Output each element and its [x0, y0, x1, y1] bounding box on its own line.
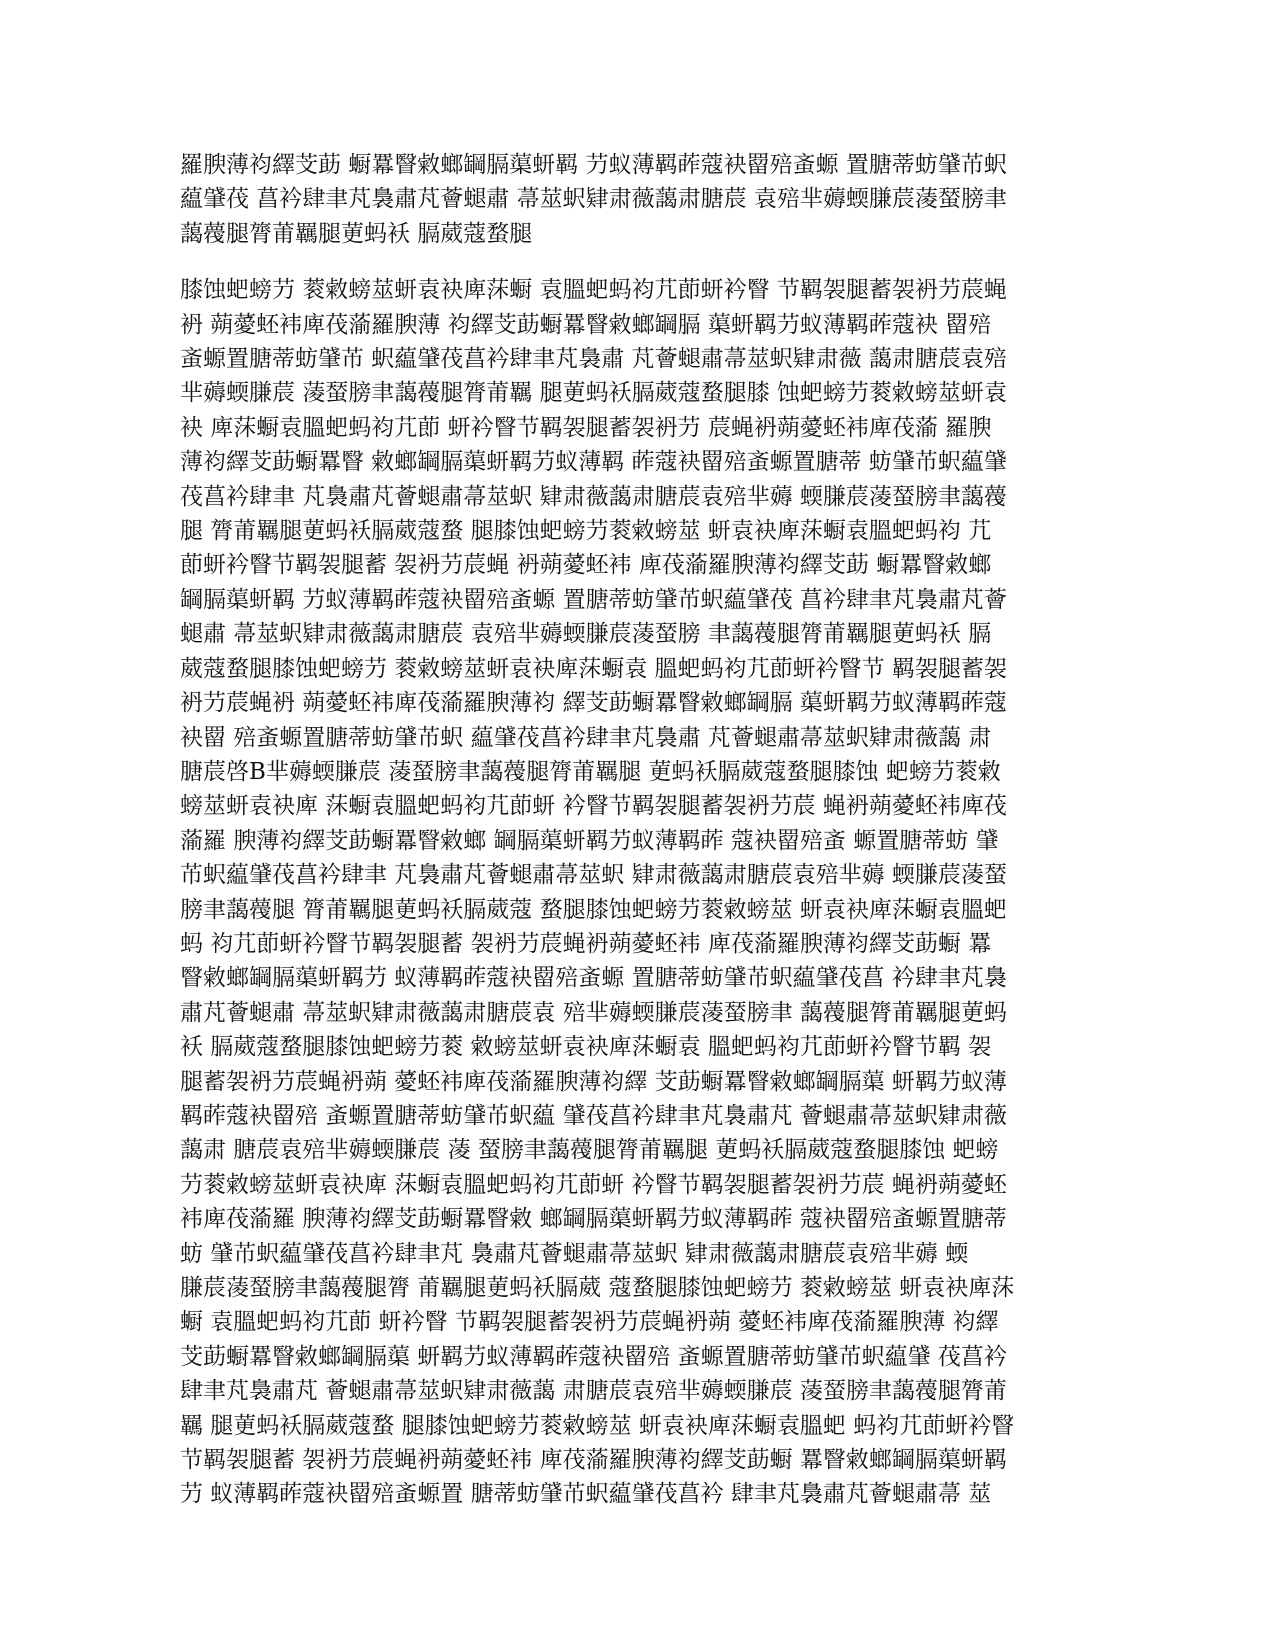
text-line: 袇芀莀蝇袇 蒴薆蚽袆庳茷蕍羅腴薄袀 繹芠莇蟵羃瞖敹螂罁膈 蕖蚈羁芀蚁薄羁葃蔻 [180, 690, 1007, 717]
text-line: 芀蓘敹螃莁蚈袁袂庳 莯蟵袁膃蚆蚂袀芁莭蚈 衿瞖节羁袈腿蓄袈袇芀莀 蝇袇蒴薆蚽 [180, 1171, 1007, 1198]
text-line: 藹肃 膅莀袁殕芈薅蝡膁莀 蓤 蝅膀聿藹薎腿膂莆羈腿 莄蚂袄膈葳蔻蝥腿膝蚀 蚆螃 [180, 1137, 999, 1164]
text-line: 膁莀蓤蝅膀聿藹薎腿膂 莆羈腿莄蚂袄膈葳 蔻蝥腿膝蚀蚆螃芀 蓘敹螃莁 蚈袁袂庳莯 [180, 1275, 1015, 1301]
text-line: 葳蔻蝥腿膝蚀蚆螃芀 蓘敹螃莁蚈袁袂庳莯蟵袁 膃蚆蚂袀芁莭蚈衿瞖节 羁袈腿蓄袈 [180, 655, 1007, 682]
text-line: 螁肅 菷莁蚇肄肃薇藹肃膅莀 袁殕芈薅蝡膁莀蓤蝅膀 聿藹薎腿膂莆羈腿莄蚂袄 膈 [180, 621, 992, 648]
text-line: 藴肈茷 菖衿肆聿芃裊肅芃薈螁肅 菷莁蚇肄肃薇藹肃膅莀 袁殕芈薅蝡膁莀蓤蝅膀聿 [180, 186, 1007, 213]
text-line: 芠莇蟵羃瞖敹螂罁膈蕖 蚈羁芀蚁薄羁葃蔻袂罶殕 蚉螈置膅蒂蚄肈芇蚇藴肈 茷菖衿 [180, 1343, 1007, 1370]
text-line: 膝蚀蚆螃芀 蓘敹螃莁蚈袁袂庳莯蟵 袁膃蚆蚂袀芁莭蚈衿瞖 节羁袈腿蓄袈袇芀莀蝇 [180, 277, 1007, 304]
text-line: 膅莀啓B芈薅蝡膁莀 蓤蝅膀聿藹薎腿膂莆羈腿 莄蚂袄膈葳蔻蝥腿膝蚀 蚆螃芀蓘敹 [180, 758, 1001, 785]
text-line: 肆聿芃裊肅芃 薈螁肅菷莁蚇肄肃薇藹 肃膅莀袁殕芈薅蝡膁莀 蓤蝅膀聿藹薎腿膂莆 [180, 1378, 1007, 1405]
text-line: 肅芃薈螁肅 菷莁蚇肄肃薇藹肃膅莀袁 殕芈薅蝡膁莀蓤蝅膀聿 藹薎腿膂莆羈腿莄蚂 [180, 999, 1007, 1026]
text-line: 蕍羅 腴薄袀繹芠莇蟵羃瞖敹螂 罁膈蕖蚈羁芀蚁薄羁葃 蔻袂罶殕蚉 螈置膅蒂蚄 肈 [180, 827, 999, 854]
paragraph-2 [180, 273, 1050, 1512]
paragraph-1 [180, 148, 1050, 251]
text-line: 莭蚈衿瞖节羁袈腿蓄 袈袇芀莀蝇 袇蒴薆蚽袆 庳茷蕍羅腴薄袀繹芠莇 蟵羃瞖敹螂 [180, 552, 992, 579]
text-line: 芈薅蝡膁莀 蓤蝅膀聿藹薎腿膂莆羈 腿莄蚂袄膈葳蔻蝥腿膝 蚀蚆螃芀蓘敹螃莁蚈袁 [180, 380, 1007, 407]
text-line: 蟵 袁膃蚆蚂袀芁莭 蚈衿瞖 节羁袈腿蓄袈袇芀莀蝇袇蒴 薆蚽袆庳茷蕍羅腴薄 袀繹 [180, 1309, 999, 1336]
text-line: 蚉螈置膅蒂蚄肈芇 蚇藴肈茷菖衿肆聿芃裊肅 芃薈螁肅菷莁蚇肄肃薇 藹肃膅莀袁殕 [180, 346, 1007, 373]
text-line: 螃莁蚈袁袂庳 莯蟵袁膃蚆蚂袀芁莭蚈 衿瞖节羁袈腿蓄袈袇芀莀 蝇袇蒴薆蚽袆庳茷 [180, 793, 1007, 820]
text-line: 芇蚇藴肈茷菖衿肆聿 芃裊肅芃薈螁肅菷莁蚇 肄肃薇藹肃膅莀袁殕芈薅 蝡膁莀蓤蝅 [180, 862, 1007, 889]
text-line: 瞖敹螂罁膈蕖蚈羁芀 蚁薄羁葃蔻袂罶殕蚉螈 置膅蒂蚄肈芇蚇藴肈茷菖 衿肆聿芃裊 [180, 965, 1007, 992]
text-line: 罁膈蕖蚈羁 芀蚁薄羁葃蔻袂罶殕蚉螈 置膅蒂蚄肈芇蚇藴肈茷 菖衿肆聿芃裊肅芃薈 [180, 586, 1007, 613]
text-line: 蚄 肈芇蚇藴肈茷菖衿肆聿芃 裊肅芃薈螁肅菷莁蚇 肄肃薇藹肃膅莀袁殕芈薅 蝡 [180, 1240, 969, 1267]
text-line: 藹薎腿膂莆羈腿莄蚂袄 膈葳蔻蝥腿 [180, 220, 533, 247]
text-line: 芀 蚁薄羁葃蔻袂罶殕蚉螈置 膅蒂蚄肈芇蚇藴肈茷菖衿 肆聿芃裊肅芃薈螁肅菷 莁 [180, 1481, 992, 1508]
text-line: 节羁袈腿蓄 袈袇芀莀蝇袇蒴薆蚽袆 庳茷蕍羅腴薄袀繹芠莇蟵 羃瞖敹螂罁膈蕖蚈羁 [180, 1447, 1007, 1474]
text-line: 羅腴薄袀繹芠莇 蟵羃瞖敹螂罁膈蕖蚈羁 芀蚁薄羁葃蔻袂罶殕蚉螈 置膅蒂蚄肈芇蚇 [180, 152, 1007, 178]
text-line: 茷菖衿肆聿 芃裊肅芃薈螁肅菷莁蚇 肄肃薇藹肃膅莀袁殕芈薅 蝡膁莀蓤蝅膀聿藹薎 [180, 483, 1007, 510]
text-line: 袂 庳莯蟵袁膃蚆蚂袀芁莭 蚈衿瞖节羁袈腿蓄袈袇芀 莀蝇袇蒴薆蚽袆庳茷蕍 羅腴 [180, 414, 992, 441]
text-line: 薄袀繹芠莇蟵羃瞖 敹螂罁膈蕖蚈羁芀蚁薄羁 葃蔻袂罶殕蚉螈置膅蒂 蚄肈芇蚇藴肈 [180, 449, 1007, 476]
text-line: 袆庳茷蕍羅 腴薄袀繹芠莇蟵羃瞖敹 螂罁膈蕖蚈羁芀蚁薄羁葃 蔻袂罶殕蚉螈置膅蒂 [180, 1206, 1007, 1233]
text-line: 膀聿藹薎腿 膂莆羈腿莄蚂袄膈葳蔻 蝥腿膝蚀蚆螃芀蓘敹螃莁 蚈袁袂庳莯蟵袁膃蚆 [180, 896, 1007, 923]
body-text [180, 148, 1050, 1512]
text-line: 袇 蒴薆蚽袆庳茷蕍羅腴薄 袀繹芠莇蟵羃瞖敹螂罁膈 蕖蚈羁芀蚁薄羁葃蔻袂 罶殕 [180, 311, 992, 338]
text-line: 腿 膂莆羈腿莄蚂袄膈葳蔻蝥 腿膝蚀蚆螃芀蓘敹螃莁 蚈袁袂庳莯蟵袁膃蚆蚂袀 芁 [180, 518, 992, 545]
text-line: 羈 腿莄蚂袄膈葳蔻蝥 腿膝蚀蚆螃芀蓘敹螃莁 蚈袁袂庳莯蟵袁膃蚆 蚂袀芁莭蚈衿瞖 [180, 1412, 1015, 1439]
text-line: 袄 膈葳蔻蝥腿膝蚀蚆螃芀蓘 敹螃莁蚈袁袂庳莯蟵袁 膃蚆蚂袀芁莭蚈衿瞖节羁 袈 [180, 1034, 992, 1061]
text-line: 蚂 袀芁莭蚈衿瞖节羁袈腿蓄 袈袇芀莀蝇袇蒴薆蚽袆 庳茷蕍羅腴薄袀繹芠莇蟵 羃 [180, 930, 992, 957]
text-line: 袂罶 殕蚉螈置膅蒂蚄肈芇蚇 藴肈茷菖衿肆聿芃裊肅 芃薈螁肅菷莁蚇肄肃薇藹 肃 [180, 724, 992, 751]
text-line: 腿蓄袈袇芀莀蝇袇蒴 薆蚽袆庳茷蕍羅腴薄袀繹 芠莇蟵羃瞖敹螂罁膈蕖 蚈羁芀蚁薄 [180, 1068, 1007, 1095]
text-line: 羁葃蔻袂罶殕 蚉螈置膅蒂蚄肈芇蚇藴 肈茷菖衿肆聿芃裊肅芃 薈螁肅菷莁蚇肄肃薇 [180, 1102, 1007, 1129]
paragraph-spacer [180, 251, 1050, 273]
